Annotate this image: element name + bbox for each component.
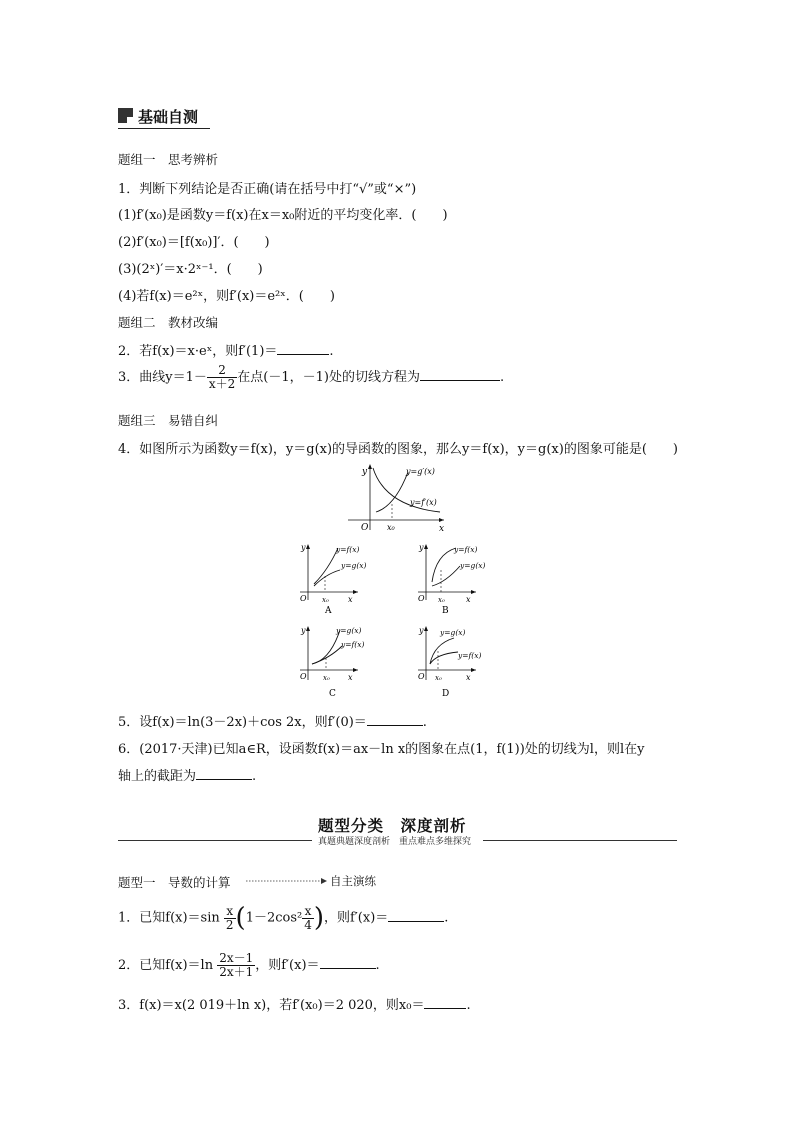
heading-text: 基础自测 <box>138 108 199 126</box>
type-1-title: 题型一 导数的计算 <box>118 875 231 890</box>
q1-item-3: (3)(2ˣ)′＝x·2ˣ⁻¹．( ) <box>118 262 263 277</box>
axis-x-label: x <box>466 673 471 682</box>
option-label: A <box>325 606 332 616</box>
question-5: 5．设f(x)＝ln(3－2x)＋cos 2x，则f′(0)＝ . <box>118 715 427 730</box>
answer-blank <box>388 909 444 922</box>
answer-blank <box>367 713 423 726</box>
e2-fraction <box>217 952 255 979</box>
q6-text: 轴上的截距为 <box>118 769 197 784</box>
axis-x-label: x <box>348 595 353 604</box>
axis-y-label: y <box>301 543 306 552</box>
question-1: 1．判断下列结论是否正确(请在括号中打“√”或“×”) <box>118 182 417 197</box>
answer-blank <box>277 342 329 355</box>
q1-item-1: (1)f′(x₀)是函数y＝f(x)在x＝x₀附近的平均变化率．( ) <box>118 208 448 223</box>
origin-label: O <box>418 594 425 603</box>
section-rule-left <box>118 840 312 841</box>
g-label: y=g(x) <box>440 628 466 637</box>
section-title: 题型分类 深度剖析 <box>318 817 467 835</box>
origin-label: O <box>418 672 425 681</box>
group-1-title: 题组一 思考辨析 <box>118 152 219 167</box>
e2-num: 2x－1 <box>219 951 254 965</box>
e1-b-den: 4 <box>304 917 312 932</box>
origin-label: O <box>361 523 369 532</box>
x0-label: x₀ <box>387 523 395 532</box>
origin-label: O <box>300 594 307 603</box>
q1-item-2: (2)f′(x₀)＝[f(x₀)]′．( ) <box>118 235 270 250</box>
option-b-graph <box>414 540 494 618</box>
e1-a-den: 2 <box>225 917 234 932</box>
q3-suffix: 在点(－1，－1)处的切线方程为 <box>237 370 420 385</box>
e1-b-num: x <box>302 905 314 919</box>
e1-fraction-b <box>302 905 314 932</box>
e3-text: 3．f(x)＝x(2 019＋ln x)，若f′(x₀)＝2 020，则x₀＝ <box>118 998 425 1013</box>
exercise-3: 3．f(x)＝x(2 019＋ln x)，若f′(x₀)＝2 020，则x₀＝ . <box>118 998 471 1013</box>
answer-blank <box>424 996 466 1009</box>
derivative-graph <box>340 460 450 532</box>
g-prime-label: y=g′(x) <box>406 467 435 476</box>
q5-text: 5．设f(x)＝ln(3－2x)＋cos 2x，则f′(0)＝ <box>118 715 367 730</box>
option-label: B <box>442 606 449 616</box>
section-heading <box>118 106 210 129</box>
e2-prefix: 2．已知f(x)＝ln <box>118 958 214 973</box>
answer-blank <box>196 767 252 780</box>
option-d-graph <box>414 624 494 702</box>
origin-label: O <box>300 672 307 681</box>
e2-suffix: ，则f′(x)＝ <box>255 958 320 973</box>
section-rule-right <box>483 840 677 841</box>
q3-den: x＋2 <box>208 377 236 391</box>
e2-den: 2x＋1 <box>219 965 254 979</box>
g-label: y=g(x) <box>336 626 362 635</box>
axis-y-label: y <box>301 626 306 635</box>
group-2-title: 题组二 教材改编 <box>118 315 219 330</box>
exercise-2: 2．已知f(x)＝ln $\frac{2x-1}{2x+1}$ ，则f′(x)＝ . <box>118 951 380 979</box>
option-label: D <box>442 689 450 699</box>
answer-blank <box>320 956 376 969</box>
e1-prefix: 1．已知f(x)＝sin <box>118 910 220 926</box>
axis-x-label: x <box>348 673 353 682</box>
x0-label: x₀ <box>323 674 330 682</box>
f-prime-label: y=f′(x) <box>410 498 437 507</box>
exercise-1: 1．已知f(x)＝sin $\frac{x}{2}$ (1－2cos² $\frac{x}{4}$ )，则f′(x)＝ . <box>118 903 449 933</box>
q1-item-4: (4)若f(x)＝e²ˣ，则f′(x)＝e²ˣ．( ) <box>118 289 335 304</box>
option-c-graph <box>296 624 376 702</box>
square-icon <box>118 108 133 123</box>
q3-prefix: 3．曲线y＝1－ <box>118 370 207 385</box>
option-label: C <box>329 689 336 699</box>
x0-label: x₀ <box>322 596 329 604</box>
question-6-line-2: 轴上的截距为 . <box>118 769 257 784</box>
e1-suffix: ，则f′(x)＝ <box>324 910 389 926</box>
x0-label: x₀ <box>438 596 445 604</box>
f-label: y=f(x) <box>341 640 365 649</box>
q2-text: 2．若f(x)＝x·eˣ，则f′(1)＝ <box>118 344 278 359</box>
f-label: y=f(x) <box>454 545 478 554</box>
g-label: y=g(x) <box>341 561 367 570</box>
dotted-arrow <box>246 876 328 886</box>
axis-y-label: y <box>419 626 424 635</box>
e1-fraction-a <box>224 905 236 932</box>
x0-label: x₀ <box>435 674 442 682</box>
question-3: 3．曲线y＝1－ $\frac{2}{x+2}$ 在点(－1，－1)处的切线方程为 . <box>118 363 505 391</box>
e1-mid: 1－2cos² <box>245 910 303 926</box>
e1-a-num: x <box>224 905 236 919</box>
axis-x-label: x <box>439 524 445 532</box>
section-subtitle: 真题典题深度剖析 重点难点多维探究 <box>318 837 472 847</box>
question-6-line-1: 6．(2017·天津)已知a∈R，设函数f(x)＝ax－ln x的图象在点(1，f(1))处的切线为l，则l在y <box>118 742 645 757</box>
question-2: 2．若f(x)＝x·eˣ，则f′(1)＝ . <box>118 344 334 359</box>
axis-y-label: y <box>419 543 424 552</box>
option-a-graph <box>296 540 376 618</box>
f-label: y=f(x) <box>336 545 360 554</box>
type-1-tag: 自主演练 <box>330 874 376 888</box>
f-label: y=f(x) <box>458 651 482 660</box>
axis-y-label: y <box>362 467 368 477</box>
q3-fraction <box>207 364 237 391</box>
question-4: 4．如图所示为函数y＝f(x)，y＝g(x)的导函数的图象，那么y＝f(x)，y＝g(x)的图象可能是( ) <box>118 442 678 457</box>
answer-blank <box>420 368 500 381</box>
group-3-title: 题组三 易错自纠 <box>118 413 219 428</box>
q3-num: 2 <box>207 364 237 378</box>
g-label: y=g(x) <box>460 561 486 570</box>
axis-x-label: x <box>466 595 471 604</box>
